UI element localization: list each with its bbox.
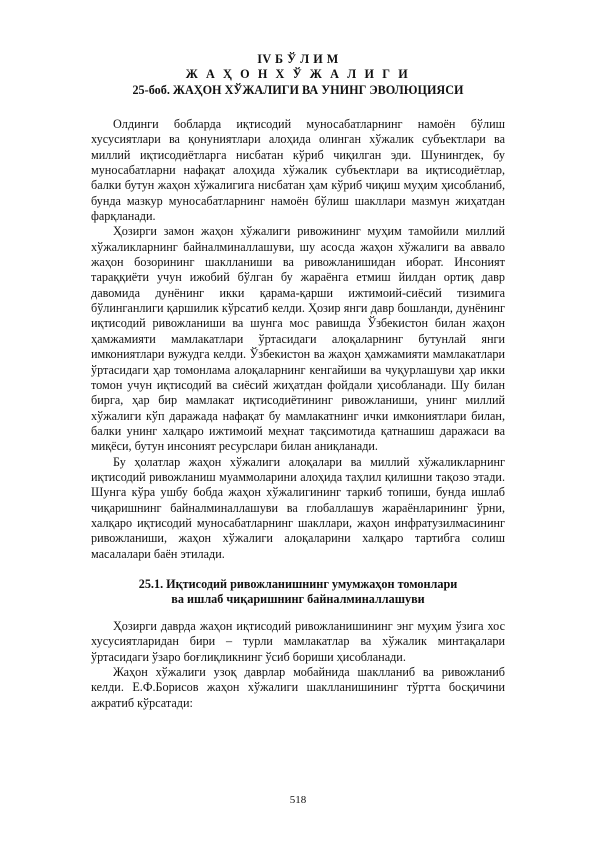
part-title: IV Б Ў Л И М bbox=[257, 52, 339, 66]
chapter-title: 25-боб. ЖАҲОН ХЎЖАЛИГИ ВА УНИНГ ЭВОЛЮЦИЯСИ bbox=[132, 83, 464, 97]
document-page bbox=[91, 52, 505, 711]
section-title: Ж А Ҳ О Н Х Ў Ж А Л И Г И bbox=[185, 67, 411, 81]
paragraph-2: Ҳозирги замон жаҳон хўжалиги ривожининг муҳим тамойили миллий хўжаликларнинг байналминаллашуви, шу асосда жаҳон хўжалиги ва аввало жаҳон бозорининг шаклланиши ва ривожланишидан иборат. Инсоният тараққиёти учун ижобий бўлган бу жараёнга етмиш йилдан ортиқ давр давомида дунёнинг икки қарама-қарши ижтимоий-сиёсий тизимига бўлинганлиги қаршилик кўрсатиб келди. Ҳозир янги давр бошланди, дунёнинг иқтисодий ривожланиши ва шунга мос равишда Ўзбекистон билан жаҳон ҳамжамияти мамлакатлари ўртасидаги алоқаларнинг бутунлай янги имкониятлари вужудга келди. Ўзбекистон ва жаҳон ҳамжамияти мамлакатлари ўртасидаги ҳар томонлама алоқаларнинг кенгайиши ва чуқурлашуви ҳар икки томон учун иқтисодий ва сиёсий жиҳатдан фойдали ҳисобланади. Шу билан бирга, ҳар бир мамлакат иқтисодиётининг ривожланиши, унинг миллий хўжалиги кўп даражада нафақат бу мамлакатнинг ички имкониятлари билан, балки унинг халқаро ижтимоий меҳнат тақсимотида қатнашиш даражаси ва миқёси, бутун инсоният ресурслари билан аниқланади. bbox=[91, 224, 505, 454]
paragraph-4: Ҳозирги даврда жаҳон иқтисодий ривожланишининг энг муҳим ўзига хос хусусиятларидан бири – турли мамлакатлар ва хўжалик минтақалари ўртасидаги ўзаро боғлиқликнинг ўсиб бориши ҳисобланади. bbox=[91, 618, 505, 664]
subsection-heading bbox=[91, 577, 505, 607]
paragraph-3: Бу ҳолатлар жаҳон хўжалиги алоқалари ва миллий хўжаликларнинг иқтисодий ривожланиш муаммоларини алоҳида таҳлил қилишни тақозо этади. Шунга кўра ушбу бобда жаҳон хўжалигининг таркиб топиши, бунда ишлаб чиқаришнинг байналминаллашуви ва глобаллашув жараёнларининг ўрни, халқаро иқтисодий муносабатларнинг шакллари, жаҳон инфратузилмасининг ривожланиши, жаҳон хўжалиги алоқаларини халқаро тартибга солиш масалалари баён этилади. bbox=[91, 454, 505, 561]
subsection-heading-line-2: ва ишлаб чиқаришнинг байналминаллашуви bbox=[171, 591, 425, 606]
subsection-heading-line-1: 25.1. Иқтисодий ривожланишнинг умумжаҳон томонлари bbox=[138, 576, 458, 591]
paragraph-5: Жаҳон хўжалиги узоқ даврлар мобайнида шаклланиб ва ривожланиб келди. Е.Ф.Борисов жаҳон хўжалиги шаклланишининг тўртта босқичини ажратиб кўрсатади: bbox=[91, 665, 505, 710]
paragraph-1: Олдинги бобларда иқтисодий муносабатларнинг намоён бўлиш хусусиятлари ва қонуниятлари алоҳида олинган хўжалик субъектлари ва миллий иқтисодиётларга нисбатан кўриб чиқилган эди. Шунингдек, бу муносабатларни нафақат алоҳида хўжалик субъектлари ва иқтисодиётлар, балки бутун жаҳон хўжалигига нисбатан ҳам кўриб чиқиш муҳим ҳисобланиб, бунда мазкур муносабатларнинг намоён бўлиш шакллари мазмун жиҳатдан фарқланади. bbox=[91, 117, 505, 224]
page-number: 518 bbox=[289, 794, 307, 806]
